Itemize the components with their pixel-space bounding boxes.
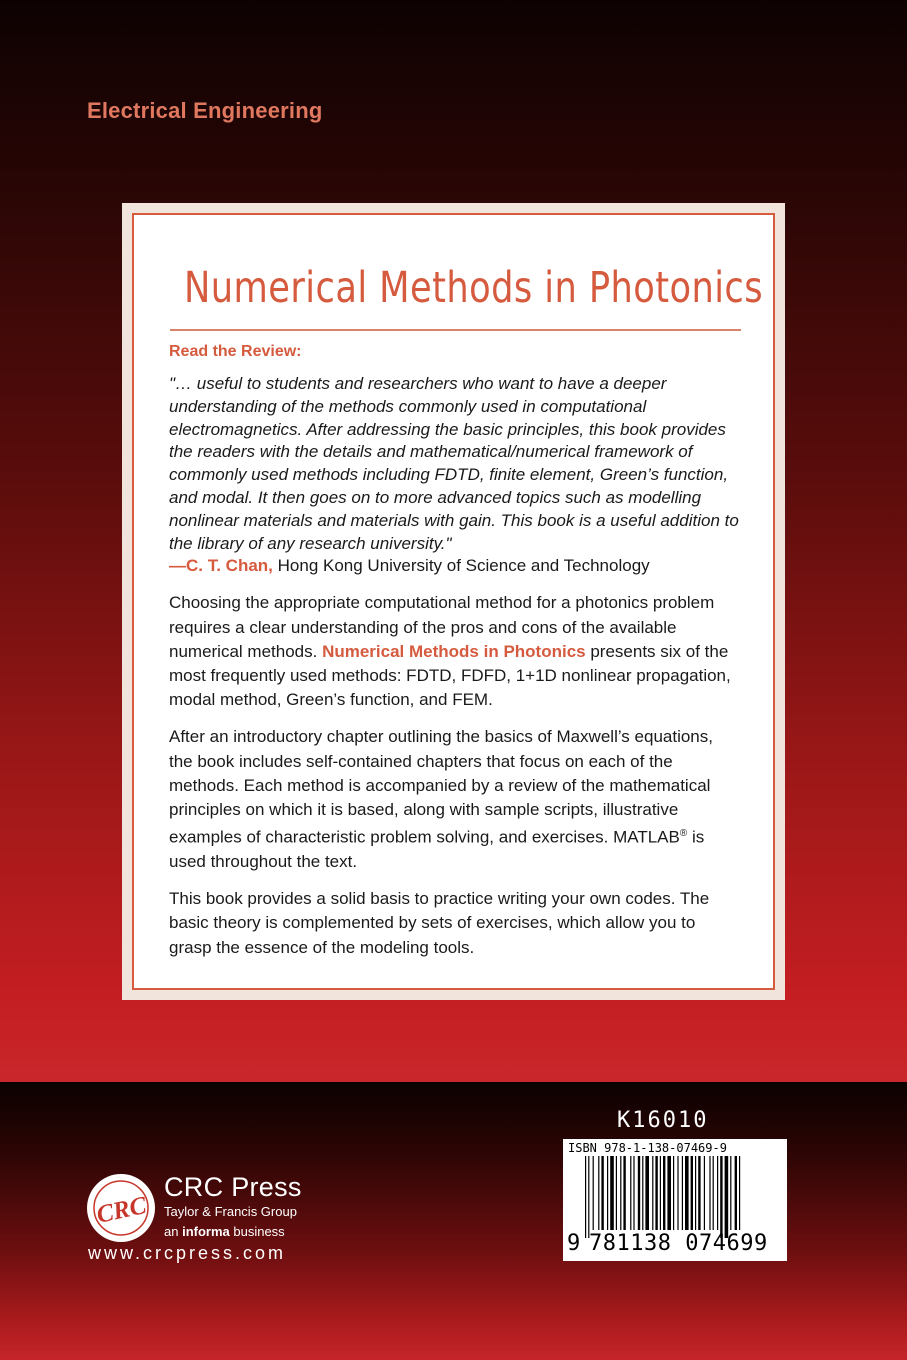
barcode-bar — [663, 1156, 665, 1230]
description-paragraph-2 — [169, 725, 739, 874]
barcode-bar — [633, 1156, 634, 1230]
barcode-first-digit: 9 — [567, 1231, 581, 1256]
barcode-bar — [739, 1156, 740, 1230]
barcode-bar — [642, 1156, 643, 1230]
barcode-bar — [667, 1156, 671, 1230]
barcode-bar — [695, 1156, 696, 1230]
isbn-barcode — [563, 1139, 787, 1261]
barcode-bar — [730, 1156, 731, 1230]
barcode-bar — [720, 1156, 722, 1238]
category-label: Electrical Engineering — [87, 98, 323, 123]
barcode-bar — [685, 1156, 689, 1230]
publisher-name: CRC Press — [164, 1172, 302, 1202]
barcode-bar — [585, 1156, 586, 1238]
registered-mark: ® — [679, 828, 688, 840]
p1-text-end: presents six of the most frequently used methods: FDTD, FDFD, 1+1D nonlinear propagation, modal method, Green’s function, and FEM. — [169, 641, 731, 710]
p2-text-end: is used throughout the text. — [169, 827, 705, 872]
business-suffix: business — [229, 1224, 285, 1239]
barcode-bar — [725, 1156, 729, 1238]
barcode-bar — [601, 1156, 603, 1230]
barcode-bar — [691, 1156, 693, 1230]
barcode-bar — [610, 1156, 614, 1230]
barcode-bar — [682, 1156, 683, 1230]
barcode-bar — [645, 1156, 649, 1230]
barcode-bar — [593, 1156, 594, 1230]
business-brand: informa — [182, 1224, 230, 1239]
barcode-bar — [638, 1156, 640, 1230]
title-divider — [170, 329, 741, 331]
barcode-bar — [704, 1156, 705, 1230]
publisher-block — [164, 1172, 302, 1242]
crc-logo-icon — [85, 1172, 157, 1244]
description-paragraph-3: This book provides a solid basis to practice writing your own codes. The basic theory is complemented by sets of exercises, which allow you to grasp the essence of the modeling tools. — [169, 889, 710, 957]
barcode-bar — [673, 1156, 674, 1230]
review-quote: "… useful to students and researchers who want to have a deeper understanding of the methods commonly used in computational electromagnetics. After addressing the basic principles, this book provides the readers with the details and mathematical/numerical framework of commonly used methods including FDTD, finite element, Green’s function, and modal. It then goes on to more advanced topics such as modelling nonlinear materials and materials with gain. This book is a useful addition to the library of any research university." — [169, 374, 739, 553]
barcode-bar — [677, 1156, 678, 1230]
barcode-bar — [588, 1156, 589, 1238]
description-panel-inner — [132, 213, 775, 990]
description-paragraph-1 — [169, 591, 739, 712]
barcode-bar — [630, 1156, 631, 1230]
barcode-bar — [598, 1156, 599, 1230]
p1-book-title: Numerical Methods in Photonics — [322, 641, 586, 661]
crc-logo-text: CRC — [94, 1192, 149, 1229]
p2-text-start: After an introductory chapter outlining the basics of Maxwell’s equations, the book includes self-contained chapters that focus on each of the methods. Each method is accompanied by a review of the mathematical principles on which it is based, along with sample scripts, illustrative examples of characteristic problem solving, and exercises. MATLAB — [169, 727, 713, 847]
publisher-business — [164, 1222, 302, 1242]
barcode-bar — [607, 1156, 608, 1230]
business-prefix: an — [164, 1224, 183, 1239]
barcode-bar — [698, 1156, 700, 1230]
barcode-bar — [713, 1156, 714, 1230]
panel-content — [169, 343, 739, 973]
isbn-text: ISBN 978-1-138-07469-9 — [568, 1141, 727, 1155]
barcode-digits: 781138 074699 — [589, 1231, 768, 1256]
barcode-bar — [660, 1156, 661, 1230]
barcode-bar — [623, 1156, 625, 1230]
review-author: —C. T. Chan, — [169, 556, 273, 576]
book-title: Numerical Methods in Photonics — [184, 263, 764, 313]
barcode-bar — [717, 1156, 718, 1230]
p1-text-start: Choosing the appropriate computational method for a photonics problem requires a clear understanding of the pros and cons of the available numerical methods. — [169, 593, 715, 661]
publisher-url: www.crcpress.com — [88, 1243, 287, 1263]
review-affiliation: Hong Kong University of Science and Technology — [272, 556, 650, 576]
barcode-bar — [709, 1156, 710, 1230]
barcode-bar — [735, 1156, 737, 1230]
barcode-bar — [652, 1156, 653, 1230]
publisher-group: Taylor & Francis Group — [164, 1204, 297, 1219]
barcode-bar — [620, 1156, 621, 1230]
description-panel — [122, 203, 785, 1000]
barcode-bar — [655, 1156, 657, 1230]
product-code: K16010 — [617, 1108, 709, 1133]
barcode-bar — [616, 1156, 617, 1230]
review-attribution — [169, 555, 739, 577]
review-heading: Read the Review: — [169, 343, 302, 360]
